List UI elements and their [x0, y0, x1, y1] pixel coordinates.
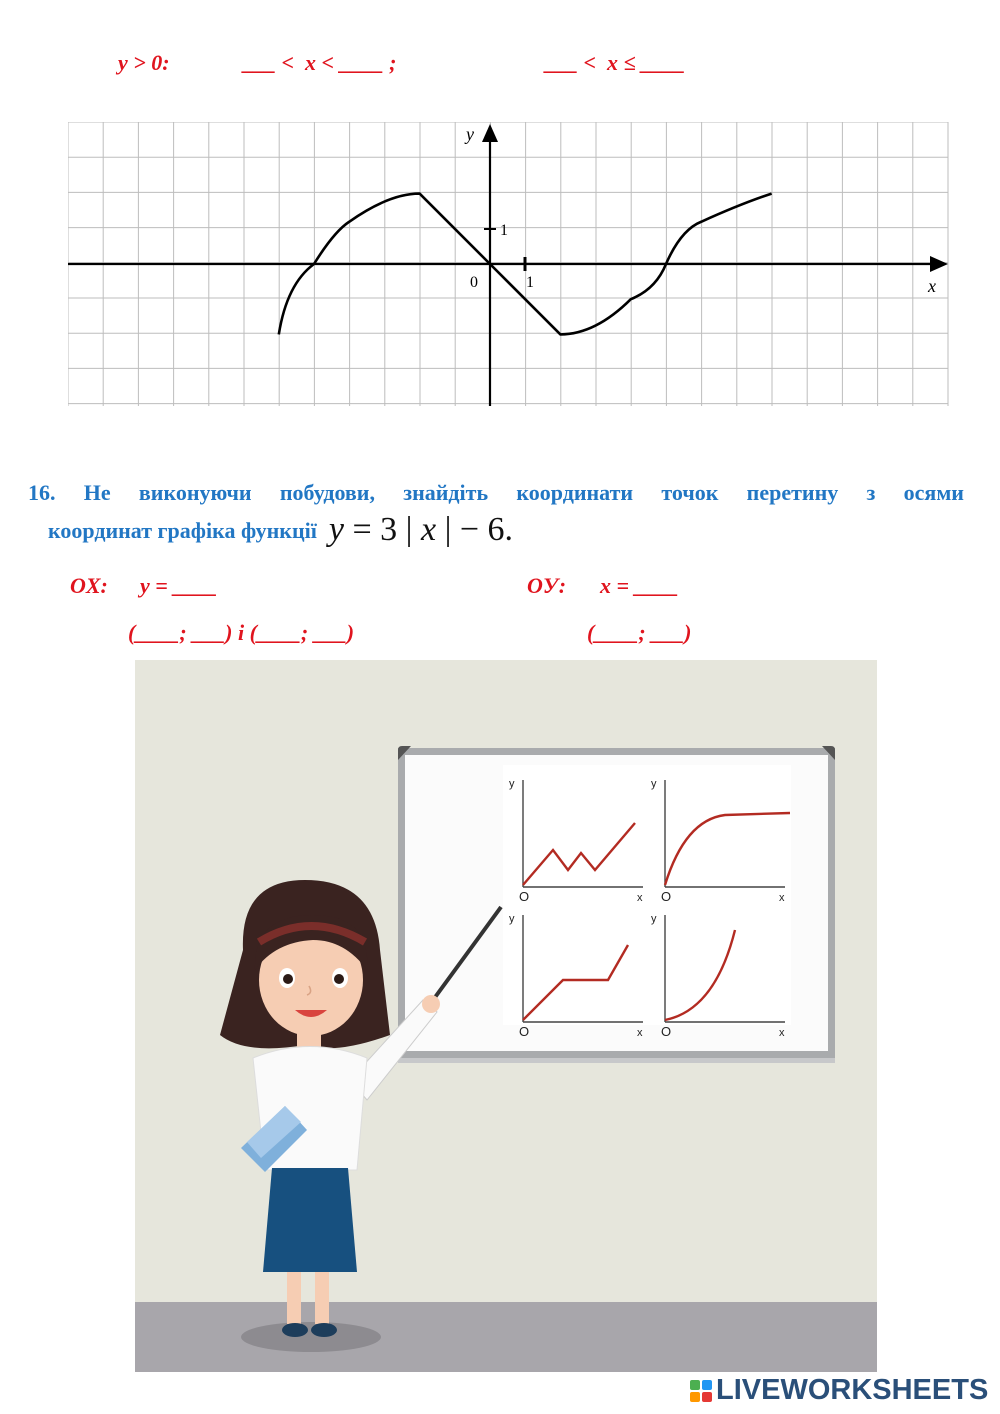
teacher-illustration [135, 660, 877, 1372]
whiteboard [398, 746, 835, 1063]
task-word: побудови, [279, 480, 375, 505]
mini-origin-label: O [661, 889, 672, 904]
oy-label: OУ: [527, 573, 567, 598]
task-word: Не [83, 480, 111, 505]
function-formula: y = 3 | x | − 6. [328, 511, 514, 548]
mini-x-label: x [779, 892, 785, 904]
y-axis-arrow-icon [482, 124, 498, 142]
condition-label: y > 0: [118, 50, 170, 75]
mini-y-label: y [509, 778, 515, 790]
y-unit-label: 1 [500, 222, 508, 239]
task-word: точок [661, 480, 719, 505]
origin-label: 0 [470, 274, 478, 291]
ox-points-blank[interactable]: (____; ___) і (____; ___) [128, 620, 355, 645]
task-word: знайдіть [403, 480, 489, 505]
mini-y-label: y [651, 778, 657, 790]
mini-y-label: y [651, 913, 657, 925]
mini-x-label: x [637, 1027, 643, 1039]
ox-label: OX: [70, 573, 108, 598]
liveworksheets-logo-icon [690, 1380, 712, 1402]
oy-equation-blank[interactable]: x = ____ [600, 573, 679, 598]
task-word: виконуючи [138, 480, 252, 505]
task-word: осями [903, 480, 964, 505]
task-statement-line2: координат графіка функції [48, 518, 317, 543]
ox-equation-blank[interactable]: y = ____ [140, 573, 218, 598]
mini-x-label: x [779, 1027, 785, 1039]
interval-blank-1[interactable]: ___ < x < ____ ; [243, 50, 397, 75]
mini-y-label: y [509, 913, 515, 925]
mini-origin-label: O [519, 889, 530, 904]
mini-origin-label: O [661, 1024, 672, 1039]
x-axis-arrow-icon [930, 256, 948, 272]
function-graph [68, 122, 950, 408]
interval-blank-2[interactable]: ___ < x ≤ ____ [545, 50, 686, 75]
mini-x-label: x [637, 892, 643, 904]
task-word: 16. [28, 480, 56, 505]
task-16 [28, 478, 964, 546]
mini-origin-label: O [519, 1024, 530, 1039]
x-axis-label: x [928, 276, 936, 296]
task-word: перетину [746, 480, 839, 505]
task-statement-line1 [28, 478, 964, 508]
y-axis-label: y [466, 124, 474, 144]
oy-points-blank[interactable]: (____; ___) [587, 620, 692, 645]
task-word: з [866, 480, 876, 505]
task-word: координати [516, 480, 634, 505]
x-unit-label: 1 [526, 274, 534, 291]
liveworksheets-logo[interactable]: LIVEWORKSHEETS [690, 1374, 988, 1407]
